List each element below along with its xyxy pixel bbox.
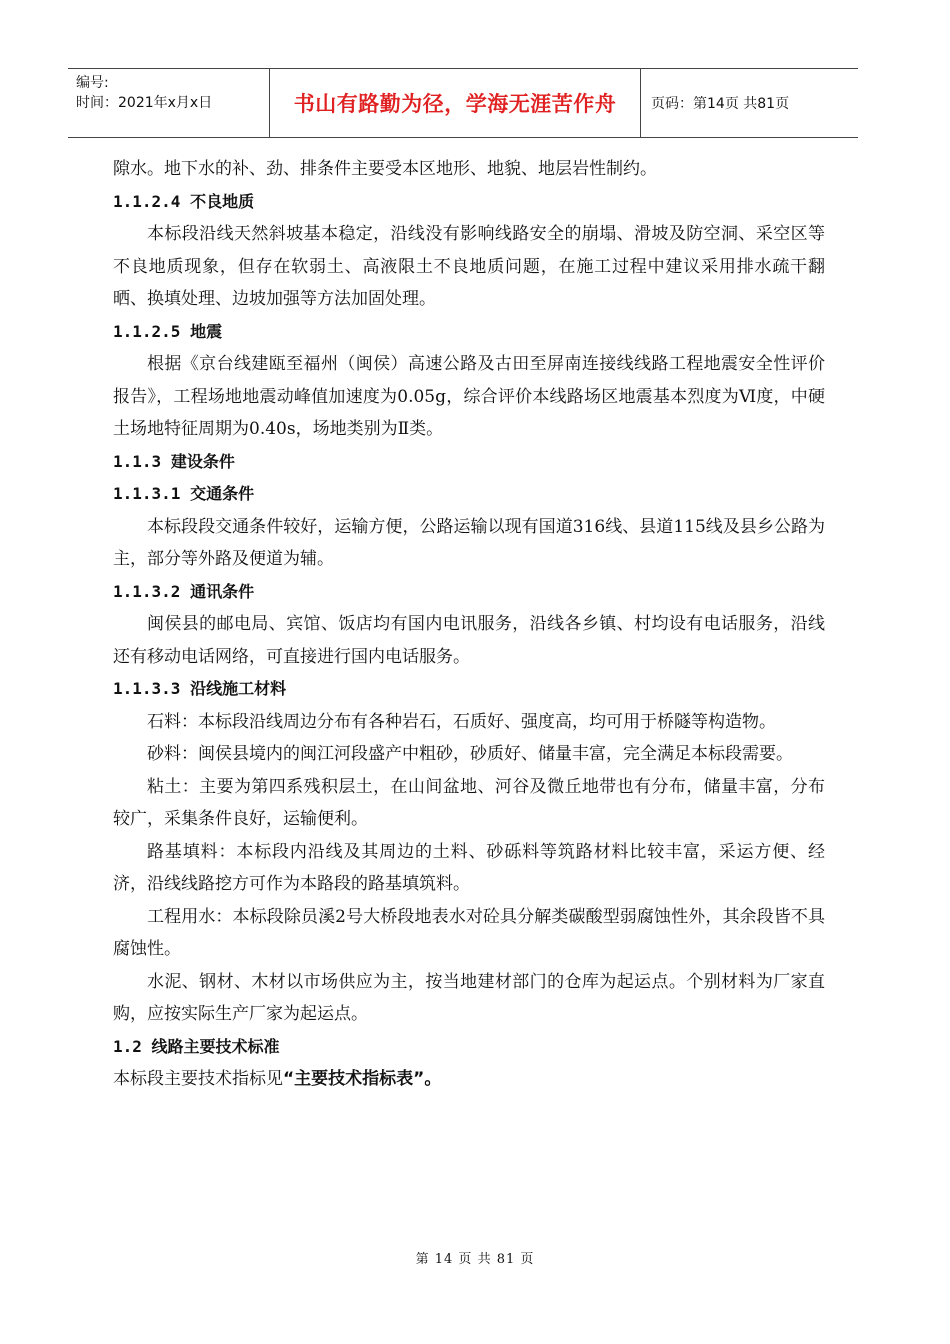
header-meta (68, 69, 270, 137)
page-header (68, 68, 858, 138)
page-footer: 第 14 页 共 81 页 (415, 1252, 535, 1267)
section-title: 交通条件 (190, 484, 255, 503)
paragraph: 隙水。地下水的补、劲、排条件主要受本区地形、地貌、地层岩性制约。 (113, 159, 657, 179)
section-number: 1.2 (113, 1036, 142, 1056)
section-number: 1.1.2.4 (113, 191, 181, 211)
table-reference: “主要技术指标表”。 (283, 1069, 442, 1089)
section-heading (113, 673, 825, 706)
number-label: 编号: (76, 75, 109, 91)
paragraph-text: 本标段主要技术指标见 (113, 1069, 283, 1089)
section-number: 1.1.3.2 (113, 581, 181, 601)
paragraph: 闽侯县的邮电局、宾馆、饭店均有国内电讯服务，沿线各乡镇、村均设有电话服务，沿线还有移动电话网络，可直接进行国内电话服务。 (113, 614, 825, 667)
header-motto: 书山有路勤为径，学海无涯苦作舟 (270, 69, 641, 137)
header-page-info: 页码：第14页 共81页 (651, 96, 790, 112)
document-body (113, 153, 825, 1096)
paragraph: 路基填料：本标段内沿线及其周边的土料、砂砾料等筑路材料比较丰富，采运方便、经济，沿线线路挖方可作为本路段的路基填筑料。 (113, 841, 825, 894)
section-number: 1.1.2.5 (113, 321, 181, 341)
section-heading (113, 316, 825, 349)
section-heading (113, 1031, 825, 1064)
section-number: 1.1.3 (113, 451, 162, 471)
paragraph: 本标段沿线天然斜坡基本稳定，沿线没有影响线路安全的崩塌、滑坡及防空洞、采空区等不良地质现象，但存在软弱土、高液限土不良地质问题，在施工过程中建议采用排水疏干翻晒、换填处理、边坡加强等方法加固处理。 (113, 224, 825, 309)
section-heading (113, 576, 825, 609)
paragraph: 砂料：闽侯县境内的闽江河段盛产中粗砂，砂质好、储量丰富，完全满足本标段需要。 (147, 744, 793, 764)
section-title: 建设条件 (170, 451, 235, 471)
section-title: 通讯条件 (190, 581, 255, 601)
paragraph: 本标段段交通条件较好，运输方便，公路运输以现有国道316线、县道115线及县乡公路为主，部分等外路及便道为辅。 (113, 516, 825, 569)
section-heading (113, 186, 825, 219)
section-number: 1.1.3.3 (113, 679, 181, 698)
paragraph: 根据《京台线建瓯至福州（闽侯）高速公路及古田至屏南连接线线路工程地震安全性评价报告》，工程场地地震动峰值加速度为0.05g，综合评价本线路场区地震基本烈度为Ⅵ度，中硬土场地特征周期为0.40s，场地类别为Ⅱ类。 (113, 354, 825, 439)
paragraph (113, 1063, 825, 1096)
section-number: 1.1.3.1 (113, 484, 181, 503)
time-label: 时间：2021年x月x日 (76, 95, 213, 111)
paragraph: 石料：本标段沿线周边分布有各种岩石，石质好、强度高，均可用于桥隧等构造物。 (147, 711, 776, 732)
paragraph: 水泥、钢材、木材以市场供应为主，按当地建材部门的仓库为起运点。个别材料为厂家直购，应按实际生产厂家为起运点。 (113, 971, 825, 1024)
section-title: 沿线施工材料 (190, 679, 287, 698)
paragraph: 粘土：主要为第四系残积层土，在山间盆地、河谷及微丘地带也有分布，储量丰富，分布较广，采集条件良好，运输便利。 (113, 776, 825, 829)
section-heading (113, 446, 825, 479)
section-title: 不良地质 (190, 191, 255, 211)
section-title: 线路主要技术标准 (151, 1036, 280, 1056)
section-heading (113, 478, 825, 511)
paragraph: 工程用水：本标段除员溪2号大桥段地表水对砼具分解类碳酸型弱腐蚀性外，其余段皆不具腐蚀性。 (113, 906, 825, 959)
section-title: 地震 (190, 321, 223, 341)
